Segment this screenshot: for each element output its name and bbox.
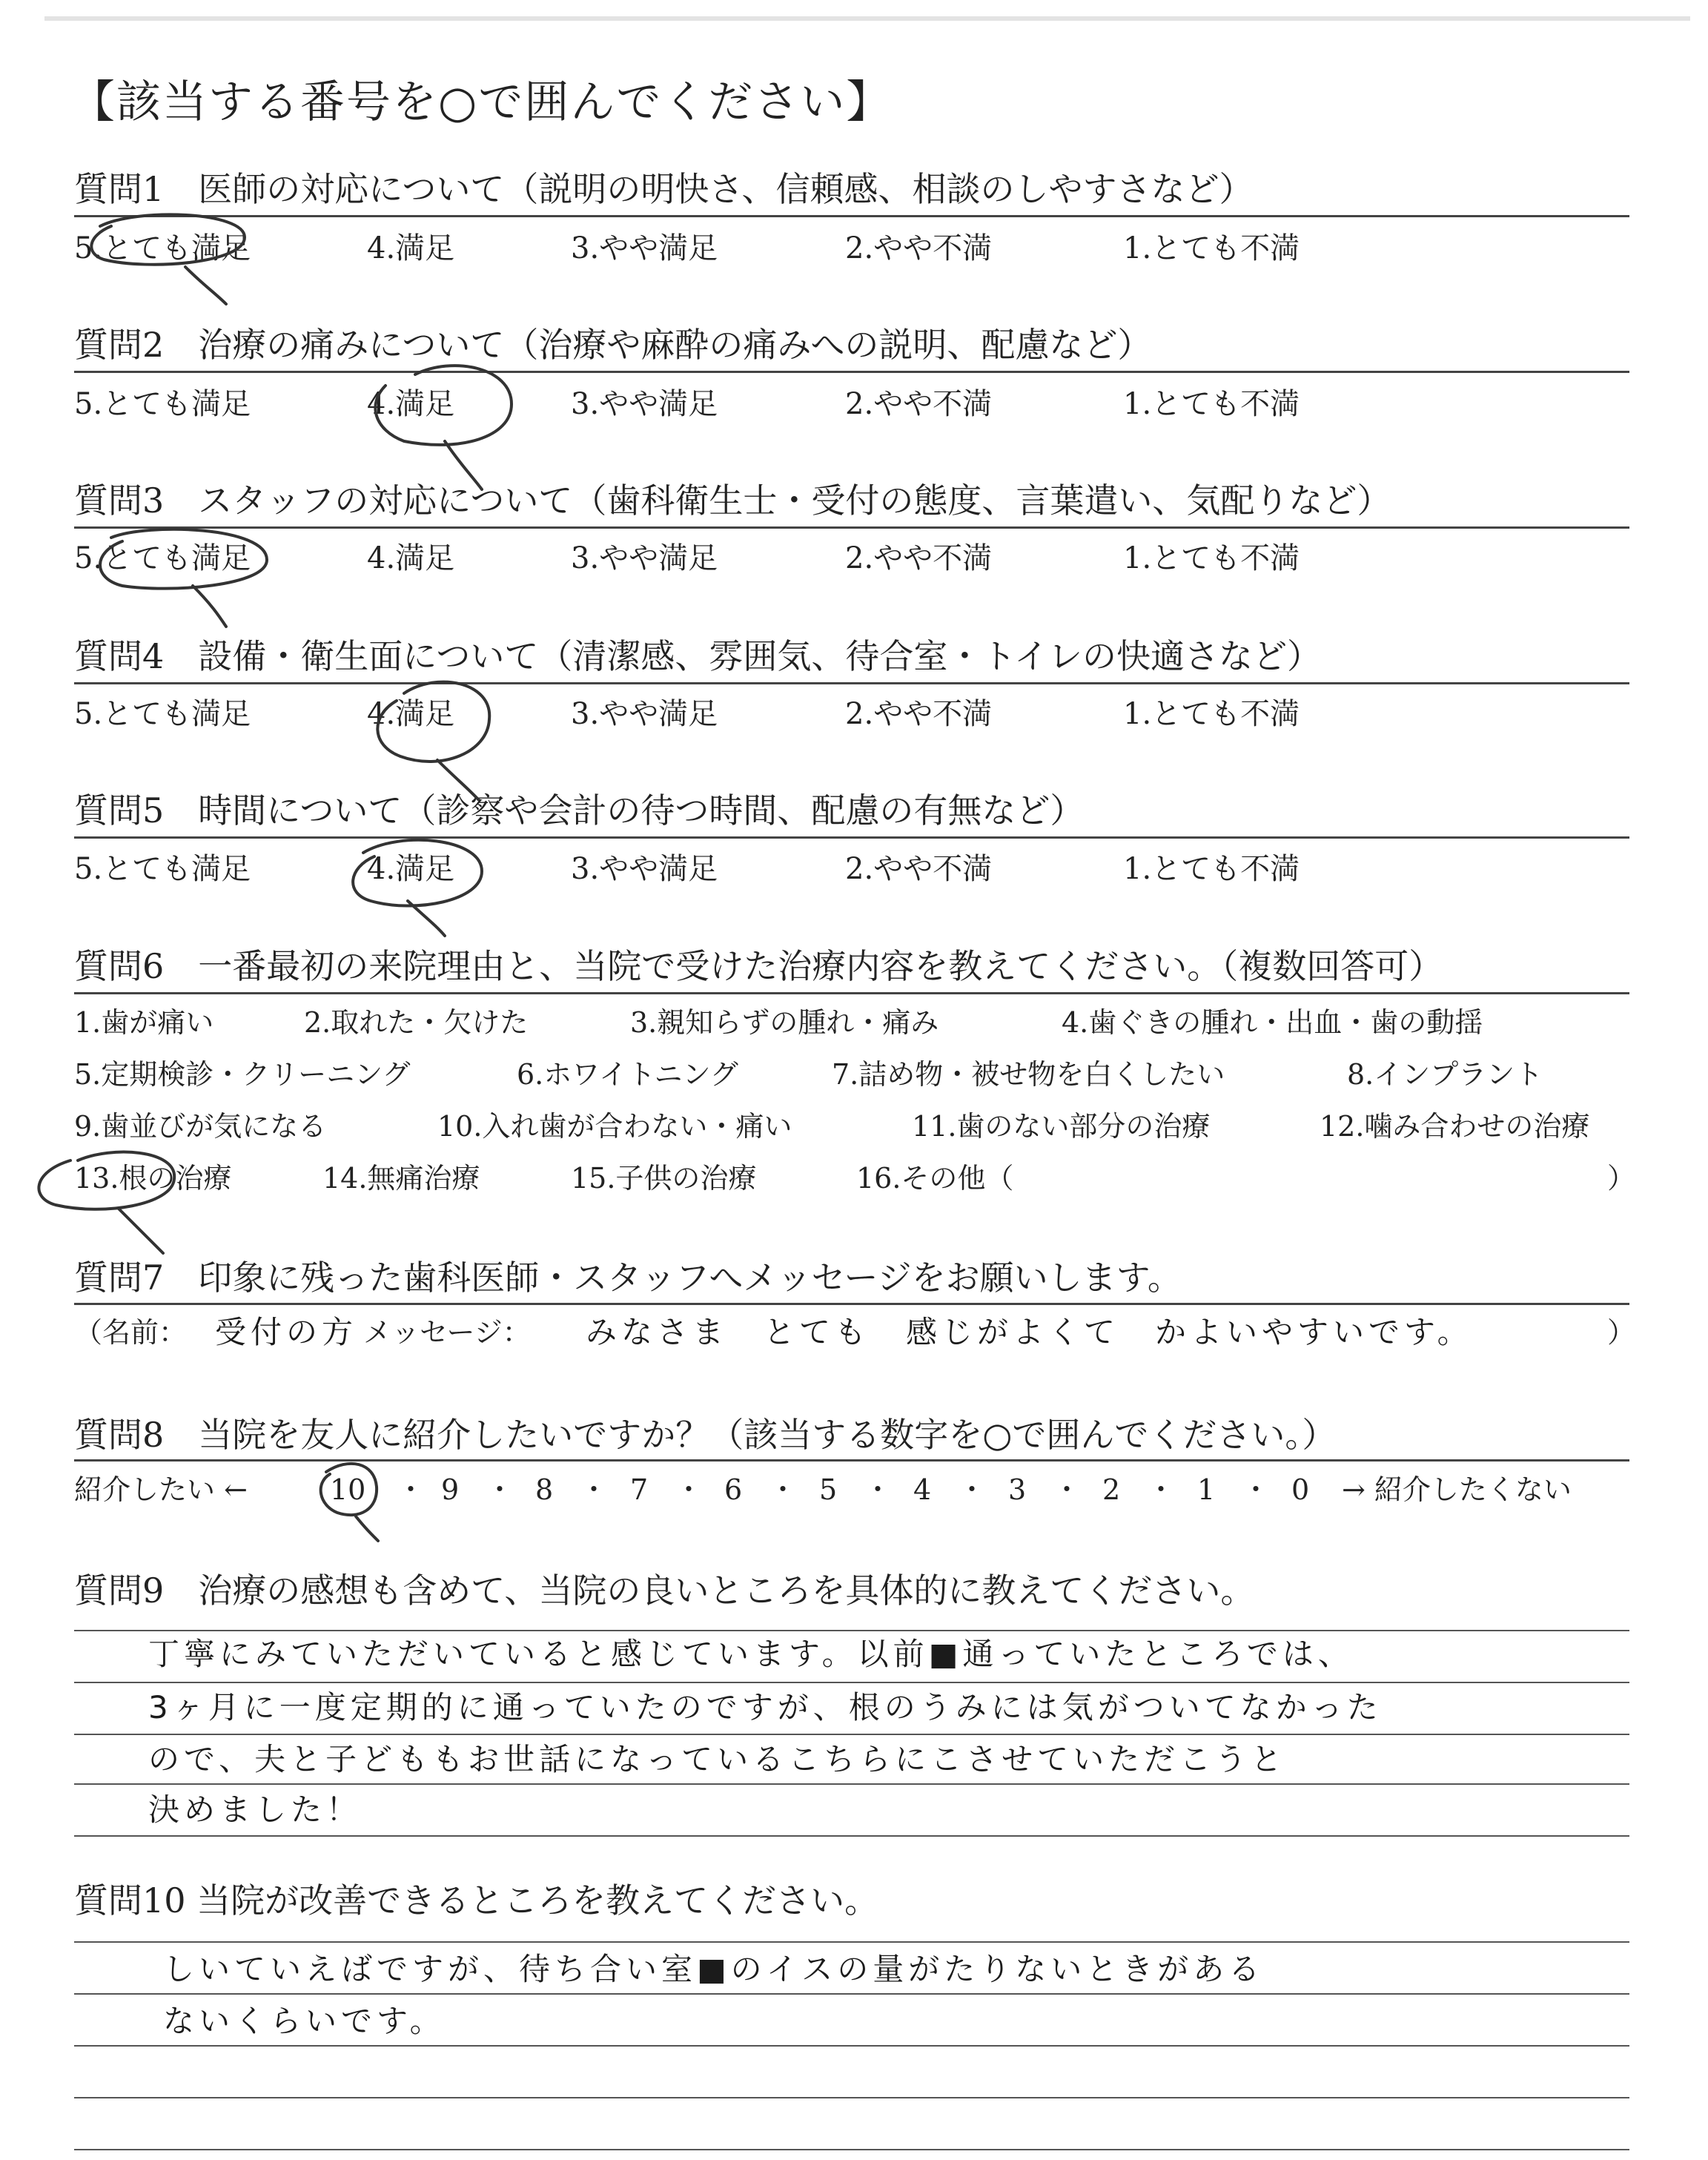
q2-circle-mark <box>375 366 512 489</box>
q3-option-2[interactable]: 2.やや不満 <box>845 541 993 575</box>
q1-option-3[interactable]: 3.やや満足 <box>571 231 718 265</box>
q5-title: 質問5 時間について（診察や会計の待つ時間、配慮の有無など） <box>74 790 1085 830</box>
q8-scale-9[interactable]: 9 <box>441 1473 460 1506</box>
q8-scale-4[interactable]: 4 <box>913 1473 932 1506</box>
q3-underline <box>74 526 1629 529</box>
q6-option-9[interactable]: 9.歯並びが気になる <box>74 1110 327 1143</box>
q4-option-4[interactable]: 4.満足 <box>367 697 455 731</box>
q2-option-2[interactable]: 2.やや不満 <box>845 387 993 421</box>
q10-answer-line-2: ないくらいです。 <box>163 2003 446 2039</box>
q4-option-2[interactable]: 2.やや不満 <box>845 697 993 731</box>
q8-sep: ・ <box>486 1473 514 1506</box>
q3-option-5[interactable]: 5.とても満足 <box>74 541 251 575</box>
q6-option-11[interactable]: 11.歯のない部分の治療 <box>912 1110 1211 1143</box>
q8-sep: ・ <box>580 1473 609 1506</box>
q1-title: 質問1 医師の対応について（説明の明快さ、信頼感、相談のしやすさなど） <box>74 169 1254 209</box>
q6-option-4[interactable]: 4.歯ぐきの腫れ・出血・歯の動揺 <box>1062 1006 1483 1039</box>
q9-answer-rule <box>74 1783 1629 1785</box>
q10-answer-rule <box>74 2149 1629 2150</box>
q8-underline <box>74 1459 1629 1462</box>
q6-option-2[interactable]: 2.取れた・欠けた <box>304 1006 529 1039</box>
q5-underline <box>74 836 1629 839</box>
q7-title: 質問7 印象に残った歯科医師・スタッフへメッセージをお願いします。 <box>74 1258 1182 1298</box>
q2-option-1[interactable]: 1.とても不満 <box>1123 387 1300 421</box>
q6-option-13[interactable]: 13.根の治療 <box>74 1162 232 1195</box>
q3-title: 質問3 スタッフの対応について（歯科衛生士・受付の態度、言葉遣い、気配りなど） <box>74 480 1391 521</box>
q6-option-8[interactable]: 8.インプラント <box>1347 1058 1543 1091</box>
q6-option-1[interactable]: 1.歯が痛い <box>74 1006 214 1039</box>
q8-scale-10[interactable]: 10 <box>330 1473 366 1506</box>
q3-option-1[interactable]: 1.とても不満 <box>1123 541 1300 575</box>
q7-underline <box>74 1303 1629 1305</box>
page-heading: 【該当する番号を○で囲んでください】 <box>70 76 893 128</box>
q6-option-12[interactable]: 12.噛み合わせの治療 <box>1320 1110 1590 1143</box>
q1-option-1[interactable]: 1.とても不満 <box>1123 231 1300 265</box>
q8-sep: ・ <box>958 1473 987 1506</box>
q5-option-2[interactable]: 2.やや不満 <box>845 852 993 886</box>
q8-sep: ・ <box>1053 1473 1082 1506</box>
q2-option-4[interactable]: 4.満足 <box>367 387 455 421</box>
q9-answer-line-2: 3ヶ月に一度定期的に通っていたのですが、根のうみには気がついてなかった <box>148 1689 1383 1725</box>
q1-option-4[interactable]: 4.満足 <box>367 231 455 265</box>
q5-option-3[interactable]: 3.やや満足 <box>571 852 718 886</box>
q9-answer-rule <box>74 1835 1629 1837</box>
q1-option-5[interactable]: 5.とても満足 <box>74 231 251 265</box>
q6-option-15[interactable]: 15.子供の治療 <box>571 1162 757 1195</box>
q2-option-5[interactable]: 5.とても満足 <box>74 387 251 421</box>
q10-answer-rule <box>74 1993 1629 1995</box>
q8-title: 質問8 当院を友人に紹介したいですか？（該当する数字を○で囲んでください。） <box>74 1415 1337 1455</box>
q1-option-2[interactable]: 2.やや不満 <box>845 231 993 265</box>
q6-option-7[interactable]: 7.詰め物・被せ物を白くしたい <box>832 1058 1225 1091</box>
q8-right-label: → 紹介したくない <box>1342 1473 1572 1506</box>
q9-answer-line-1: 丁寧にみていただいていると感じています。以前■通っていたところでは、 <box>148 1636 1354 1672</box>
q6-option-14[interactable]: 14.無痛治療 <box>322 1162 480 1195</box>
q10-title: 質問10 当院が改善できるところを教えてください。 <box>74 1880 879 1920</box>
q7-name-label: （名前： <box>74 1316 188 1349</box>
q3-option-3[interactable]: 3.やや満足 <box>571 541 718 575</box>
q8-sep: ・ <box>769 1473 798 1506</box>
q8-scale-2[interactable]: 2 <box>1102 1473 1121 1506</box>
q8-sep: ・ <box>675 1473 704 1506</box>
q10-answer-rule <box>74 2045 1629 2047</box>
q10-answer-rule <box>74 1941 1629 1943</box>
q8-scale-7[interactable]: 7 <box>630 1473 649 1506</box>
q3-option-4[interactable]: 4.満足 <box>367 541 455 575</box>
q9-answer-rule <box>74 1630 1629 1631</box>
q4-option-1[interactable]: 1.とても不満 <box>1123 697 1300 731</box>
q10-answer-line-1: しいていえばですが、待ち合い室■のイスの量がたりないときがある <box>163 1951 1265 1987</box>
q7-name-value: 受付の方 <box>215 1314 358 1350</box>
q6-other-close-paren: ） <box>1607 1162 1636 1195</box>
q8-scale-5[interactable]: 5 <box>819 1473 838 1506</box>
q2-underline <box>74 371 1629 373</box>
q6-option-6[interactable]: 6.ホワイトニング <box>517 1058 738 1091</box>
q2-option-3[interactable]: 3.やや満足 <box>571 387 718 421</box>
q6-option-3[interactable]: 3.親知らずの腫れ・痛み <box>630 1006 939 1039</box>
q5-option-4[interactable]: 4.満足 <box>367 852 455 886</box>
q8-sep: ・ <box>1242 1473 1271 1506</box>
q4-option-5[interactable]: 5.とても満足 <box>74 697 251 731</box>
q8-sep: ・ <box>1147 1473 1176 1506</box>
q4-option-3[interactable]: 3.やや満足 <box>571 697 718 731</box>
q6-title: 質問6 一番最初の来院理由と、当院で受けた治療内容を教えてください。（複数回答可） <box>74 946 1443 986</box>
q8-scale-0[interactable]: 0 <box>1291 1473 1310 1506</box>
q8-scale-8[interactable]: 8 <box>535 1473 554 1506</box>
q8-scale-3[interactable]: 3 <box>1008 1473 1027 1506</box>
q8-scale-6[interactable]: 6 <box>724 1473 743 1506</box>
q9-answer-rule <box>74 1734 1629 1735</box>
q8-sep: ・ <box>397 1473 426 1506</box>
q6-option-10[interactable]: 10.入れ歯が合わない・痛い <box>437 1110 792 1143</box>
q7-message-value: みなさま とても 感じがよくて かよいやすいです。 <box>586 1314 1473 1350</box>
q1-underline <box>74 215 1629 217</box>
q9-answer-line-4: 決めました！ <box>148 1791 363 1828</box>
q6-option-16[interactable]: 16.その他（ <box>856 1162 1014 1195</box>
q4-title: 質問4 設備・衛生面について（清潔感、雰囲気、待合室・トイレの快適さなど） <box>74 636 1322 676</box>
q7-close-paren: ） <box>1607 1316 1636 1349</box>
q2-title: 質問2 治療の痛みについて（治療や麻酔の痛みへの説明、配慮など） <box>74 325 1152 365</box>
q8-left-label: 紹介したい ← <box>74 1473 248 1506</box>
q5-option-5[interactable]: 5.とても満足 <box>74 852 251 886</box>
q5-option-1[interactable]: 1.とても不満 <box>1123 852 1300 886</box>
q4-underline <box>74 682 1629 684</box>
q6-option-5[interactable]: 5.定期検診・クリーニング <box>74 1058 411 1091</box>
q9-answer-line-3: ので、夫と子どももお世話になっているこちらにこさせていただこうと <box>148 1741 1287 1777</box>
q7-message-label: メッセージ： <box>363 1316 531 1349</box>
q10-answer-rule <box>74 2097 1629 2098</box>
q6-underline <box>74 992 1629 994</box>
q8-sep: ・ <box>864 1473 893 1506</box>
top-border <box>44 16 1690 21</box>
q9-answer-rule <box>74 1682 1629 1683</box>
q9-title: 質問9 治療の感想も含めて、当院の良いところを具体的に教えてください。 <box>74 1571 1255 1611</box>
q8-scale-1[interactable]: 1 <box>1197 1473 1216 1506</box>
